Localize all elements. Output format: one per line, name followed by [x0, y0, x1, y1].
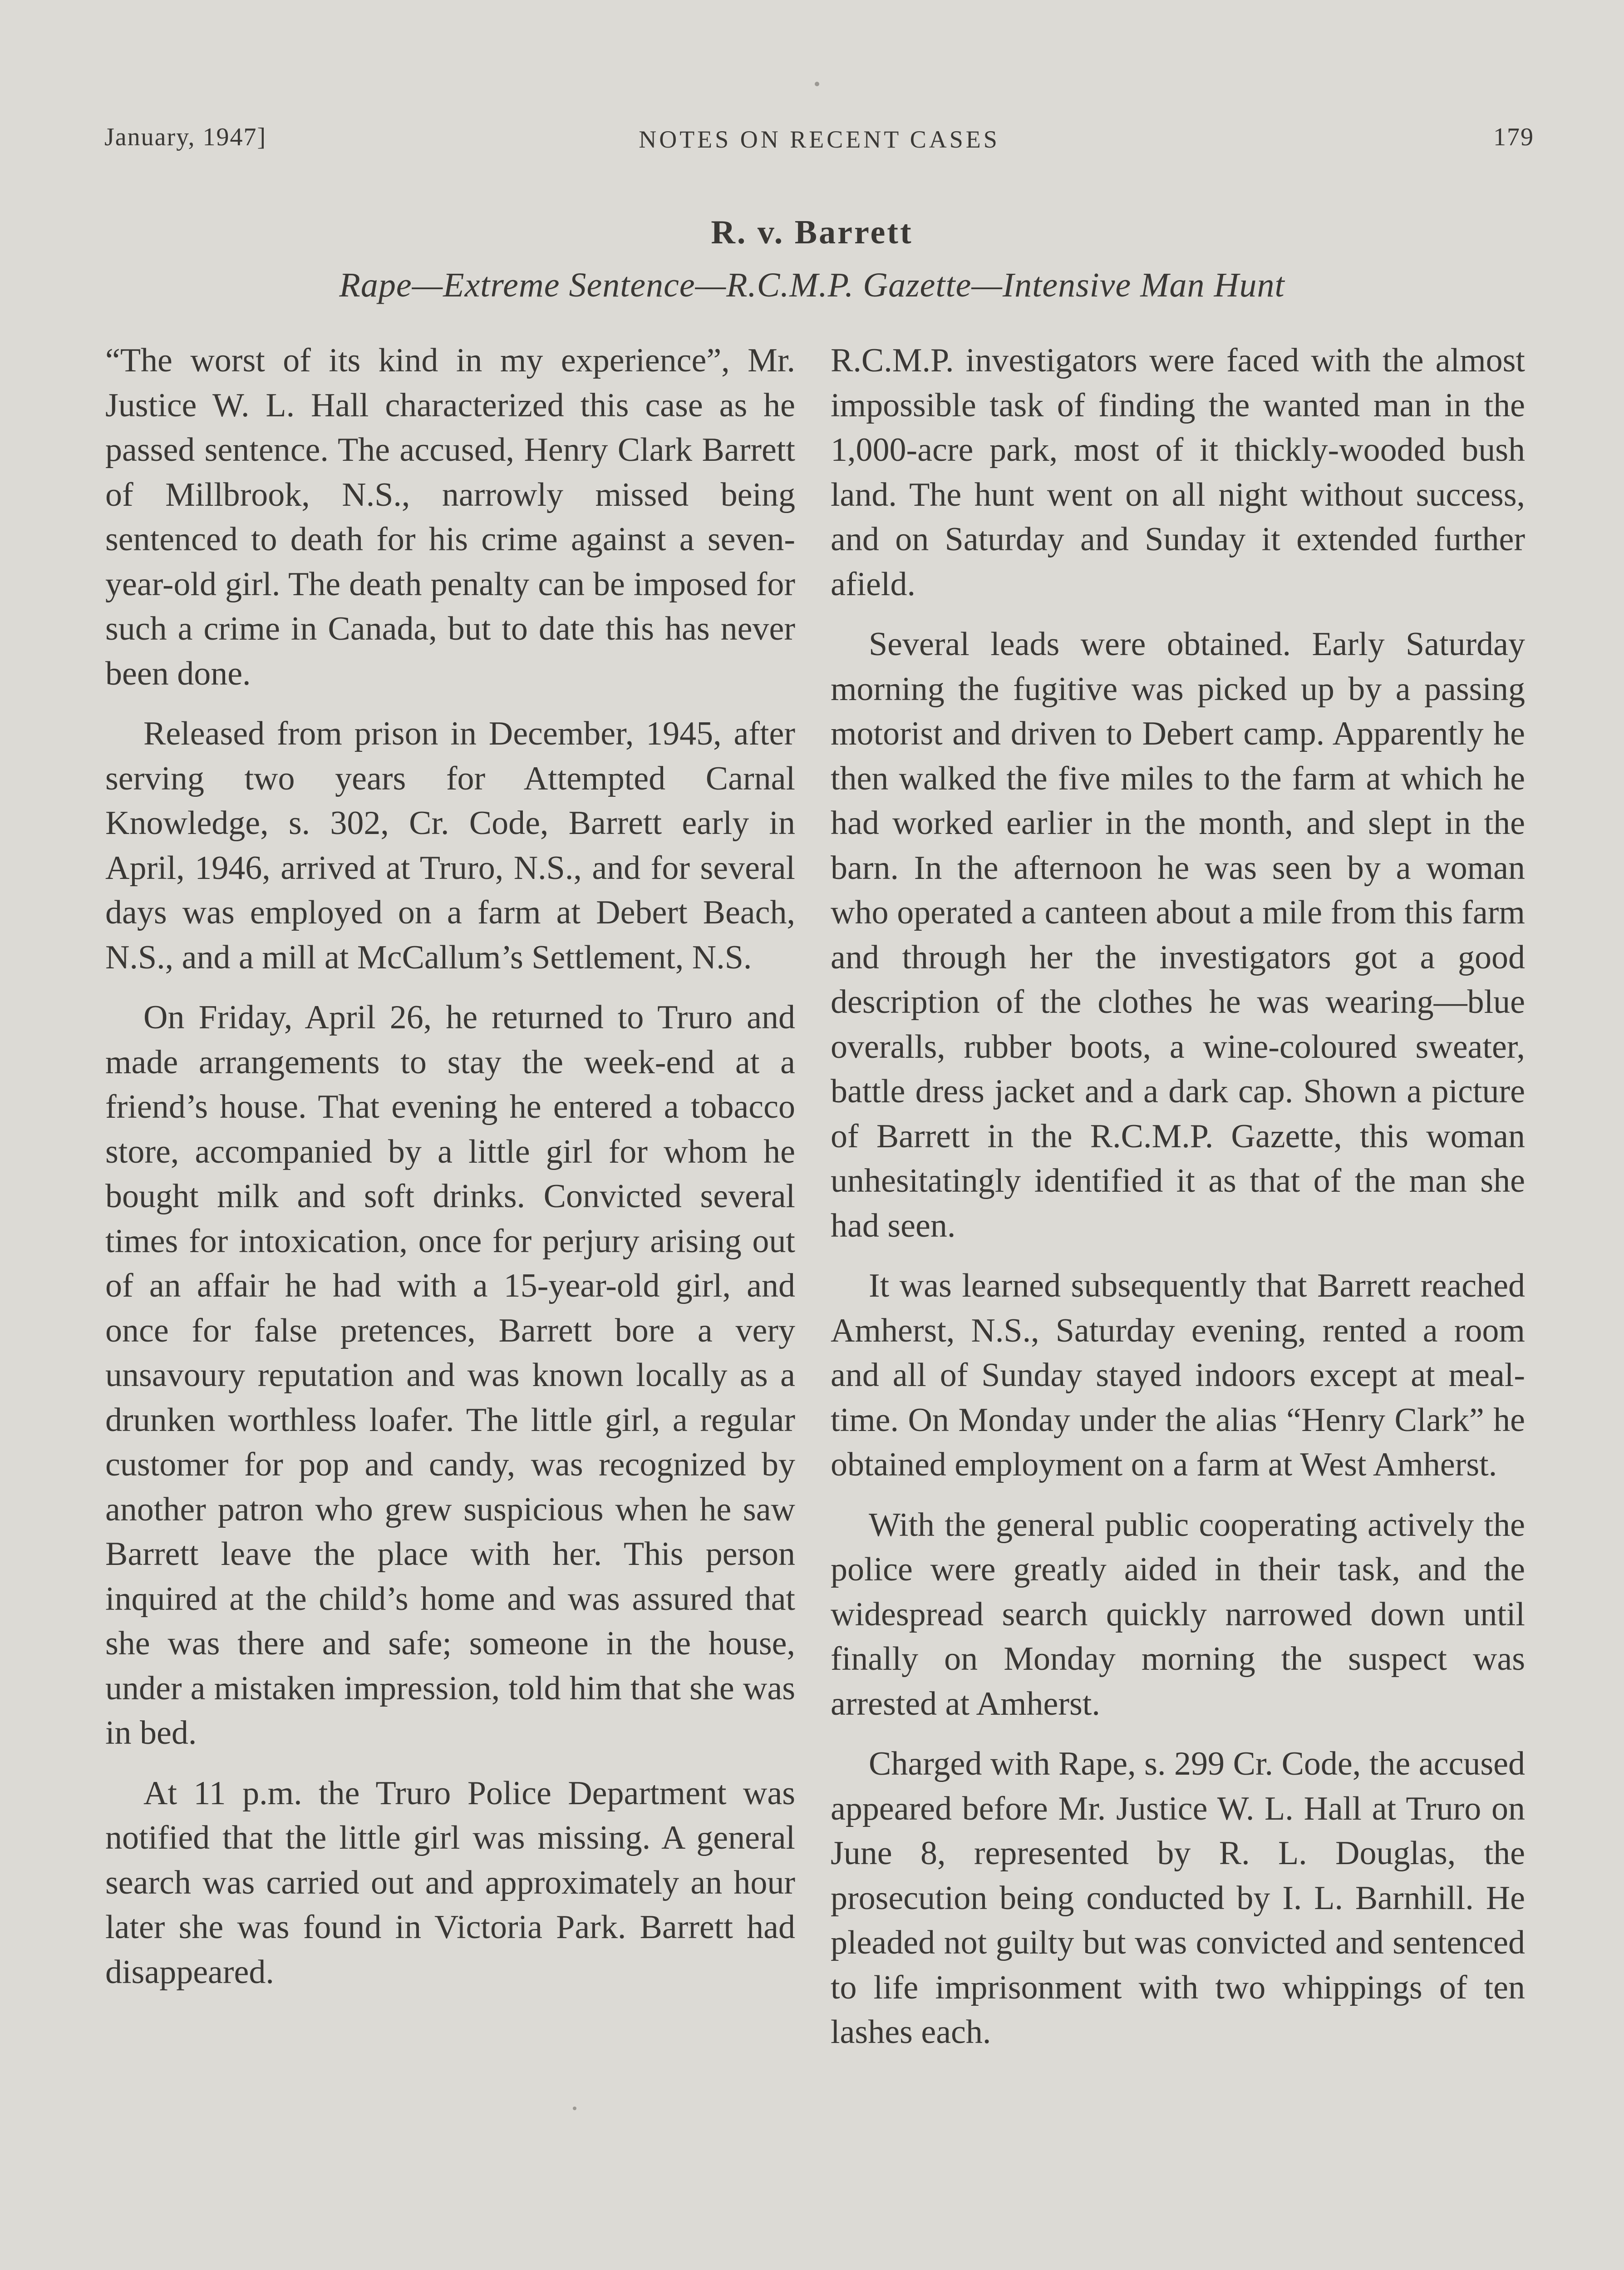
paragraph: It was learned subsequently that Barrett reached Amherst, N.S., Saturday evening, rented a room and all of Sunday stayed indoors except at meal-time. On Monday under the alias “Henry Clark” he obtained employment on a farm at West Amherst.: [831, 1267, 1525, 1483]
case-subtitle: Rape—Extreme Sentence—R.C.M.P. Gazette—Intensive Man Hunt: [339, 266, 1285, 304]
left-column: [105, 338, 795, 2010]
paragraph: Several leads were obtained. Early Saturday morning the fugitive was picked up by a passing motorist and driven to Debert camp. Apparently he then walked the five miles to the farm at which he had worked earlier in the month, and slept in the barn. In the afternoon he was seen by a woman who operated a canteen about a mile from this farm and through her the investigators got a good description of the clothes he was wearing—blue overalls, rubber boots, a wine-coloured sweater, battle dress jacket and a dark cap. Shown a picture of Barrett in the R.C.M.P. Gazette, this woman unhesitatingly identified it as that of the man she had seen.: [831, 626, 1525, 1244]
paragraph: Released from prison in December, 1945, after serving two years for Attempted Carnal Knowledge, s. 302, Cr. Code, Barrett early in April, 1946, arrived at Truro, N.S., and for several days was employed on a farm at Debert Beach, N.S., and a mill at McCallum’s Settlement, N.S.: [105, 715, 795, 976]
paragraph: On Friday, April 26, he returned to Truro and made arrangements to stay the week-end at a friend’s house. That evening he entered a tobacco store, accompanied by a little girl for whom he bought milk and soft drinks. Convicted several times for intoxication, once for perjury arising out of an affair he had with a 15-year-old girl, and once for false pretences, Barrett bore a very unsavoury reputation and was known locally as a drunken worthless loafer. The little girl, a regular customer for pop and candy, was recognized by another patron who grew suspicious when he saw Barrett leave the place with her. This person inquired at the child’s home and was assured that she was there and safe; someone in the house, under a mistaken impression, told him that she was in bed.: [105, 999, 795, 1752]
issue-date: January, 1947]: [104, 123, 267, 151]
paragraph: R.C.M.P. investigators were faced with the almost impossible task of finding the wanted man in the 1,000-acre park, most of it thickly-wooded bush land. The hunt went on all night without success, and on Saturday and Sunday it extended further afield.: [831, 342, 1525, 603]
paragraph: Charged with Rape, s. 299 Cr. Code, the accused appeared before Mr. Justice W. L. Hall at Truro on June 8, represented by R. L. Douglas, the prosecution being conducted by I. L. Barnhill. He pleaded not guilty but was convicted and sentenced to life imprisonment with two whippings of ten lashes each.: [831, 1745, 1525, 2051]
paragraph: “The worst of its kind in my experience”, Mr. Justice W. L. Hall characterized this case as he passed sentence. The accused, Henry Clark Barrett of Millbrook, N.S., narrowly missed being sentenced to death for his crime against a seven-year-old girl. The death penalty can be imposed for such a crime in Canada, but to date this has never been done.: [105, 342, 795, 692]
scan-speck: [815, 82, 819, 86]
running-head: [104, 123, 1534, 163]
section-title: NOTES ON RECENT CASES: [639, 126, 1000, 153]
page-number: 179: [1493, 123, 1534, 151]
paragraph: At 11 p.m. the Truro Police Department was notified that the little girl was missing. A general search was carried out and approximately an hour later she was found in Victoria Park. Barrett had disappeared.: [105, 1774, 795, 1991]
paragraph: With the general public cooperating actively the police were greatly aided in their task, and the widespread search quickly narrowed down until finally on Monday morning the suspect was arrested at Amherst.: [831, 1506, 1525, 1722]
right-column: [831, 338, 1525, 2070]
scan-speck: [573, 2107, 576, 2110]
case-title: R. v. Barrett: [711, 214, 913, 251]
